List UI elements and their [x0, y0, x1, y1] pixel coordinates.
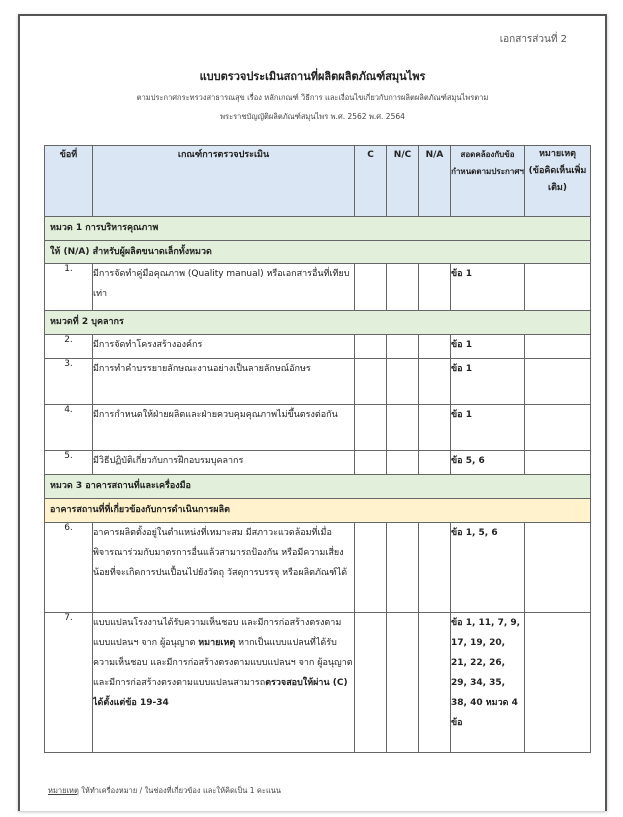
row-criteria: อาคารผลิตตั้งอยู่ในตำแหน่งที่เหมาะสม มีสภาวะแวดล้อมที่เมื่อพิจารณาร่วมกับมาตรการอื่นแล้วสามารถป้องกัน หรือมีความเสี่ยงน้อยที่จะเกิดการปนเปื้อนไปยังวัตถุ วัสดุการบรรจุ หรือผลิตภัณฑ์ได้: [93, 523, 355, 613]
header-no: ข้อที่: [45, 146, 93, 217]
table-row: [45, 405, 591, 451]
footnote-text: ให้ทำเครื่องหมาย / ในช่องที่เกี่ยวข้อง และให้คิดเป็น 1 คะแนน: [78, 786, 282, 795]
row-remark[interactable]: [525, 405, 591, 451]
row-criteria: มีการกำหนดให้ฝ่ายผลิตและฝ่ายควบคุมคุณภาพไม่ขึ้นตรงต่อกัน: [93, 405, 355, 451]
section-label: หมวดที่ 2 บุคลากร: [45, 311, 591, 335]
section-row: [45, 241, 591, 264]
row-reference: ข้อ 1: [451, 335, 525, 359]
checkbox-na[interactable]: [419, 613, 451, 753]
section-label: หมวด 3 อาคารสถานที่และเครื่องมือ: [45, 475, 591, 499]
table-row: [45, 335, 591, 359]
checkbox-c[interactable]: [355, 451, 387, 475]
subsection-label: อาคารสถานที่ที่เกี่ยวข้องกับการดำเนินการผลิต: [45, 499, 591, 523]
row-remark[interactable]: [525, 359, 591, 405]
section-row: [45, 475, 591, 499]
checkbox-nc[interactable]: [387, 405, 419, 451]
table-row: [45, 613, 591, 753]
row-criteria: มีการจัดทำโครงสร้างองค์กร: [93, 335, 355, 359]
checkbox-nc[interactable]: [387, 359, 419, 405]
section-label: หมวด 1 การบริหารคุณภาพ: [45, 217, 591, 241]
section-row: [45, 311, 591, 335]
subsection-row: [45, 499, 591, 523]
row-number: 2.: [45, 335, 93, 359]
footnote: [48, 785, 281, 797]
header-c: C: [355, 146, 387, 217]
header-ref: สอดคล้องกับข้อกำหนดตามประกาศฯ: [451, 146, 525, 217]
checkbox-na[interactable]: [419, 523, 451, 613]
row-reference: ข้อ 5, 6: [451, 451, 525, 475]
checkbox-nc[interactable]: [387, 264, 419, 311]
checkbox-c[interactable]: [355, 523, 387, 613]
section-row: [45, 217, 591, 241]
checkbox-na[interactable]: [419, 359, 451, 405]
row-criteria: มีวิธีปฏิบัติเกี่ยวกับการฝึกอบรมบุคลากร: [93, 451, 355, 475]
row-number: 5.: [45, 451, 93, 475]
checkbox-c[interactable]: [355, 335, 387, 359]
row-remark[interactable]: [525, 451, 591, 475]
table-row: [45, 451, 591, 475]
checkbox-na[interactable]: [419, 335, 451, 359]
row-reference-text: ข้อ 1, 11, 7, 9, 17, 19, 20, 21, 22, 26, 29, 34, 35, 38, 40: [451, 618, 521, 708]
checkbox-na[interactable]: [419, 405, 451, 451]
document-subtitle-line-2: พระราชบัญญัติผลิตภัณฑ์สมุนไพร พ.ศ. 2562 พ.ศ. 2564: [220, 112, 405, 121]
checkbox-na[interactable]: [419, 451, 451, 475]
checkbox-na[interactable]: [419, 264, 451, 311]
row-remark[interactable]: [525, 264, 591, 311]
row-number: 7.: [45, 613, 93, 753]
row-reference-extra: หมวด 4 ข้อ: [451, 698, 518, 728]
row-number: 3.: [45, 359, 93, 405]
header-remark: หมายเหตุ (ข้อคิดเห็นเพิ่มเติม): [525, 146, 591, 217]
document-title: แบบตรวจประเมินสถานที่ผลิตผลิตภัณฑ์สมุนไพร: [199, 70, 426, 83]
checkbox-c[interactable]: [355, 613, 387, 753]
row-number: 6.: [45, 523, 93, 613]
document-page: [18, 14, 607, 811]
row-criteria: [93, 613, 355, 753]
row-reference: [451, 613, 525, 753]
row-reference: ข้อ 1: [451, 359, 525, 405]
row-reference: ข้อ 1, 5, 6: [451, 523, 525, 613]
table-row: [45, 264, 591, 311]
row-criteria: มีการทำคำบรรยายลักษณะงานอย่างเป็นลายลักษณ์อักษร: [93, 359, 355, 405]
checkbox-nc[interactable]: [387, 523, 419, 613]
row-criteria-text: แบบแปลนโรงงานได้รับความเห็นชอบ และมีการก่อสร้างตรงตามแบบแปลนฯ จาก ผู้อนุญาต: [93, 618, 342, 648]
checkbox-c[interactable]: [355, 359, 387, 405]
row-criteria-text: หากเป็นแบบแปลนที่ได้รับความเห็นชอบ และมีการก่อสร้างตรงตามแบบแปลนฯ จาก ผู้อนุญาต และมีการก่อสร้างตรงตามแบบแปลนสามารถ: [93, 638, 353, 688]
checkbox-c[interactable]: [355, 264, 387, 311]
header-criteria: เกณฑ์การตรวจประเมิน: [93, 146, 355, 217]
document-subtitle-line-1: ตามประกาศกระทรวงสาธารณสุข เรื่อง หลักเกณฑ์ วิธีการ และเงื่อนไขเกี่ยวกับการผลิตผลิตภัณฑ์สมุนไพรตาม: [136, 93, 489, 102]
row-number: 1.: [45, 264, 93, 311]
document-number: เอกสารส่วนที่ 2: [499, 34, 567, 45]
table-header-row: [45, 146, 591, 217]
row-criteria-note-emphasis: ตรวจสอบให้ผ่าน (C) ได้ตั้งแต่ข้อ 19-34: [93, 678, 348, 708]
checkbox-nc[interactable]: [387, 613, 419, 753]
row-criteria: มีการจัดทำคู่มือคุณภาพ (Quality manual) หรือเอกสารอื่นที่เทียบเท่า: [93, 264, 355, 311]
footnote-label: หมายเหตุ: [48, 786, 79, 795]
row-criteria-note-label: หมายเหตุ: [198, 638, 236, 648]
header-na: N/A: [419, 146, 451, 217]
assessment-table: [44, 145, 591, 753]
row-remark[interactable]: [525, 613, 591, 753]
header-nc: N/C: [387, 146, 419, 217]
table-row: [45, 523, 591, 613]
row-remark[interactable]: [525, 523, 591, 613]
checkbox-c[interactable]: [355, 405, 387, 451]
row-reference: ข้อ 1: [451, 264, 525, 311]
row-reference: ข้อ 1: [451, 405, 525, 451]
row-remark[interactable]: [525, 335, 591, 359]
section-label: ให้ (N/A) สำหรับผู้ผลิตขนาดเล็กทั้งหมวด: [45, 241, 591, 264]
row-number: 4.: [45, 405, 93, 451]
table-row: [45, 359, 591, 405]
checkbox-nc[interactable]: [387, 451, 419, 475]
checkbox-nc[interactable]: [387, 335, 419, 359]
